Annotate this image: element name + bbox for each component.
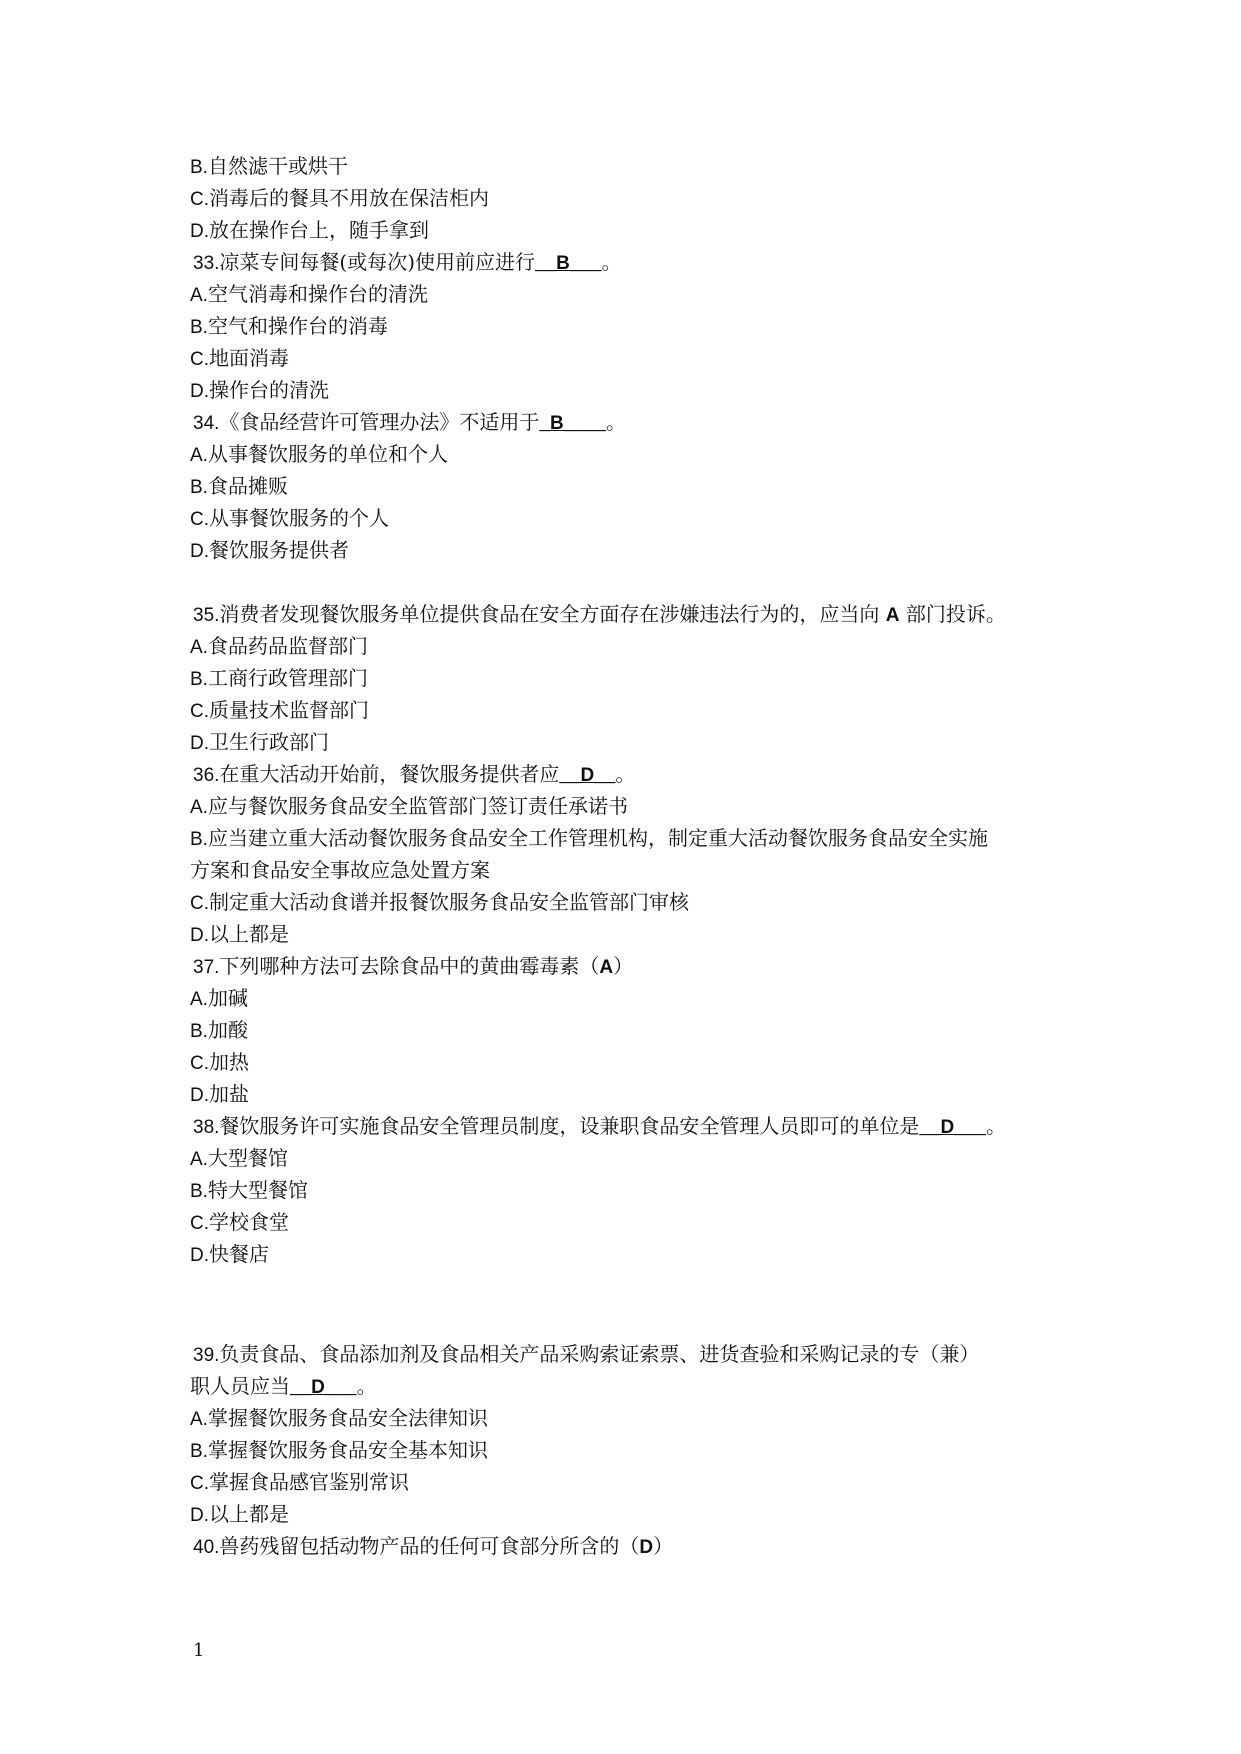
option-line: A.从事餐饮服务的单位和个人: [190, 442, 448, 466]
answer-blank: __D___: [919, 1117, 986, 1138]
option-line: C.学校食堂: [190, 1210, 289, 1234]
option-line: A.空气消毒和操作台的清洗: [190, 282, 428, 306]
question-40: 40.兽药残留包括动物产品的任何可食部分所含的（D）: [193, 1534, 674, 1558]
option-line: A.大型餐馆: [190, 1146, 288, 1170]
option-line: C.加热: [190, 1050, 249, 1074]
option-line: B.自然滤干或烘干: [190, 154, 348, 178]
answer-blank: __D__: [559, 765, 616, 786]
option-line: C.地面消毒: [190, 346, 289, 370]
option-line: C.从事餐饮服务的个人: [190, 506, 389, 530]
option-line: D.操作台的清洗: [190, 378, 329, 402]
option-line: D.以上都是: [190, 922, 289, 946]
option-line: C.消毒后的餐具不用放在保洁柜内: [190, 186, 489, 210]
answer-blank: __D___: [290, 1377, 357, 1398]
option-line: A.应与餐饮服务食品安全监管部门签订责任承诺书: [190, 794, 628, 818]
answer-blank: __B___: [535, 253, 602, 274]
option-continuation: 方案和食品安全事故应急处置方案: [190, 858, 490, 882]
option-line: D.餐饮服务提供者: [190, 538, 349, 562]
answer-letter: D: [639, 1537, 654, 1558]
option-line: B.应当建立重大活动餐饮服务食品安全工作管理机构，制定重大活动餐饮服务食品安全实施: [190, 826, 988, 850]
option-line: A.食品药品监督部门: [190, 634, 368, 658]
option-line: D.快餐店: [190, 1242, 269, 1266]
question-36: 36.在重大活动开始前，餐饮服务提供者应__D__。: [193, 762, 636, 786]
question-33: 33.凉菜专间每餐(或每次)使用前应进行__B___。: [193, 250, 622, 274]
option-line: D.加盐: [190, 1082, 249, 1106]
option-line: B.加酸: [190, 1018, 248, 1042]
option-line: D.卫生行政部门: [190, 730, 329, 754]
option-line: D.放在操作台上，随手拿到: [190, 218, 429, 242]
option-line: A.掌握餐饮服务食品安全法律知识: [190, 1406, 488, 1430]
question-35: 35.消费者发现餐饮服务单位提供食品在安全方面存在涉嫌违法行为的，应当向 A 部门投诉。: [193, 602, 1006, 626]
question-39: 39.负责食品、食品添加剂及食品相关产品采购索证索票、进货查验和采购记录的专（兼）: [193, 1342, 980, 1366]
question-continuation: 职人员应当__D___。: [190, 1374, 377, 1398]
option-line: D.以上都是: [190, 1502, 289, 1526]
answer-letter: A: [885, 605, 900, 626]
option-line: C.掌握食品感官鉴别常识: [190, 1470, 409, 1494]
answer-blank: _B____: [539, 413, 606, 434]
answer-letter: A: [599, 957, 614, 978]
question-34: 34.《食品经营许可管理办法》不适用于_B____。: [193, 410, 626, 434]
option-line: B.空气和操作台的消毒: [190, 314, 388, 338]
option-line: B.食品摊贩: [190, 474, 288, 498]
option-line: B.掌握餐饮服务食品安全基本知识: [190, 1438, 488, 1462]
question-38: 38.餐饮服务许可实施食品安全管理员制度，设兼职食品安全管理人员即可的单位是__D___。: [193, 1114, 1006, 1138]
question-37: 37.下列哪种方法可去除食品中的黄曲霉毒素（A）: [193, 954, 634, 978]
option-line: A.加碱: [190, 986, 248, 1010]
option-line: C.质量技术监督部门: [190, 698, 369, 722]
option-line: B.特大型餐馆: [190, 1178, 308, 1202]
option-line: B.工商行政管理部门: [190, 666, 368, 690]
page-number: 1: [193, 1640, 205, 1661]
option-line: C.制定重大活动食谱并报餐饮服务食品安全监管部门审核: [190, 890, 689, 914]
